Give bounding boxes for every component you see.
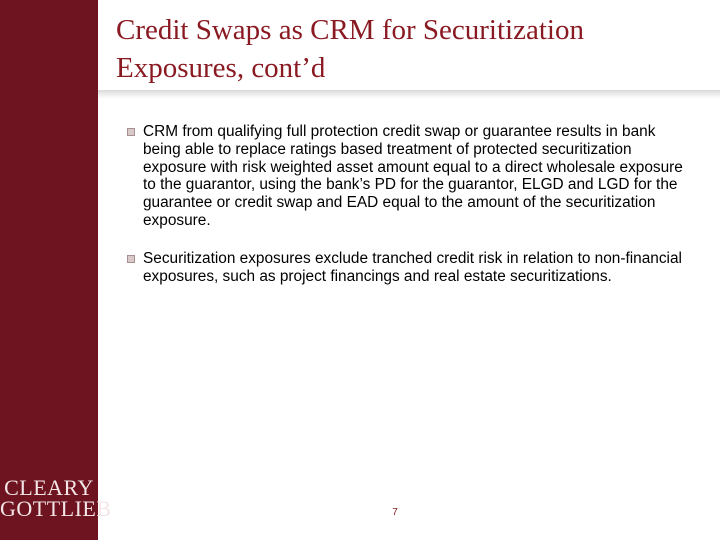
bullet-item: [126, 250, 692, 286]
cleary-gottlieb-logo: [0, 475, 112, 521]
bullet-square-icon: [127, 255, 135, 263]
logo-line-2: [0, 496, 112, 521]
slide-title: Credit Swaps as CRM for Securitization Exposures, cont’d: [116, 14, 584, 84]
page-number: 7: [392, 507, 398, 518]
bullet-item: [126, 123, 692, 230]
title-divider: [98, 90, 720, 99]
slide-content: [126, 123, 692, 305]
bullet-text: CRM from qualifying full protection credit swap or guarantee results in bank being able to replace ratings based treatment of protected securitization exposure with risk weighted asset amount equal to a direct wholesale exposure to the guarantor, using the bank’s PD for the guarantor, ELGD and LGD for the guarantee or credit swap and EAD equal to the amount of the securitization exposure.: [143, 123, 683, 229]
sidebar: [0, 0, 98, 540]
bullet-text: Securitization exposures exclude tranched credit risk in relation to non-financial exposures, such as project financings and real estate securitizations.: [143, 249, 682, 285]
bullet-square-icon: [127, 128, 135, 136]
logo-line-2-text: GOTTLIEB: [0, 496, 112, 521]
logo-line-1-text: CLEARY: [4, 475, 94, 500]
